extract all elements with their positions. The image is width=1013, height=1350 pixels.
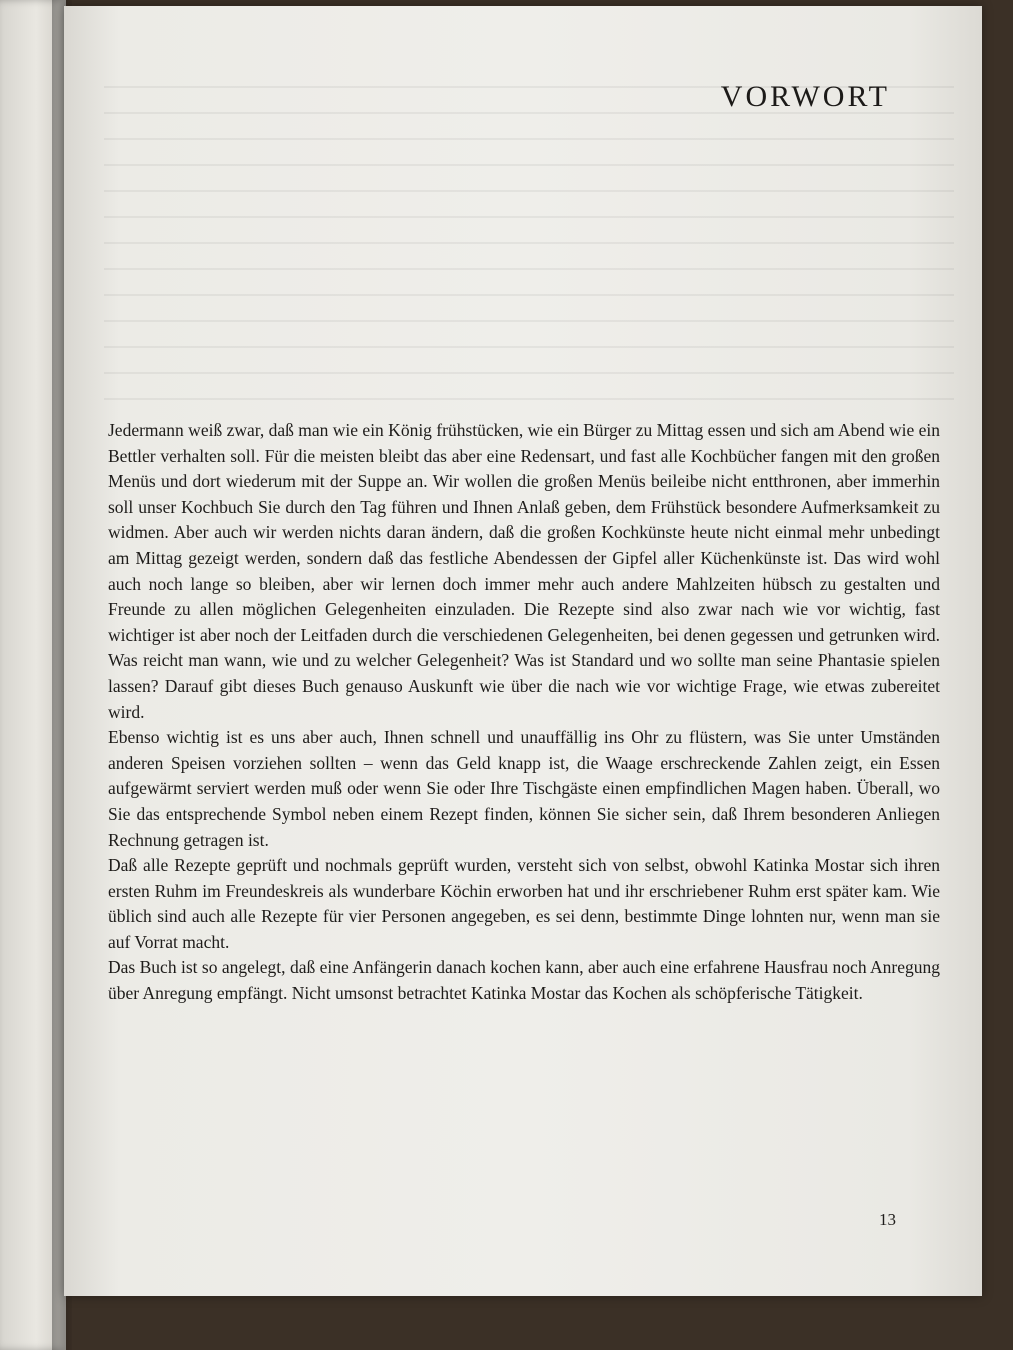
page-title: VORWORT: [720, 80, 890, 113]
paragraph: Jedermann weiß zwar, daß man wie ein König frühstücken, wie ein Bürger zu Mittag essen und sich am Abend wie ein Bettler verhalten soll. Für die meisten bleibt das aber eine Redensart, und fast alle Kochbücher fangen mit den großen Menüs und dort wiederum mit der Suppe an. Wir wollen die großen Menüs beileibe nicht entthronen, aber immerhin soll unser Kochbuch Sie durch den Tag führen und Ihnen Anlaß geben, dem Frühstück besondere Aufmerksamkeit zu widmen. Aber auch wir werden nichts daran ändern, daß die großen Kochkünste heute nicht einmal mehr unbedingt am Mittag gezeigt werden, sondern daß das festliche Abendessen der Gipfel aller Küchenkünste ist. Das wird wohl auch noch lange so bleiben, aber wir lernen doch immer mehr auch andere Mahlzeiten hübsch zu gestalten und Freunde zu allen möglichen Gelegenheiten einzuladen. Die Rezepte sind also zwar nach wie vor wichtig, fast wichtiger ist aber noch der Leitfaden durch die verschiedenen Gelegenheiten, bei denen gegessen und getrunken wird. Was reicht man wann, wie und zu welcher Gelegenheit? Was ist Standard und wo sollte man seine Phantasie spielen lassen? Darauf gibt dieses Buch genauso Auskunft wie über die nach wie vor wichtige Frage, wie etwas zubereitet wird.: [108, 420, 940, 722]
paragraph: Daß alle Rezepte geprüft und nochmals geprüft wurden, versteht sich von selbst, obwohl Katinka Mostar sich ihren ersten Ruhm im Freundeskreis als wunderbare Köchin erworben hat und ihr erschriebener Ruhm erst später kam. Wie üblich sind auch alle Rezepte für vier Personen angegeben, es sei denn, bestimmte Dinge lohnten nur, wenn man sie auf Vorrat macht.: [108, 855, 940, 952]
page-number: 13: [879, 1210, 896, 1229]
book-page: [64, 6, 982, 1296]
show-through-text: [104, 86, 954, 416]
page-body: [108, 418, 940, 1007]
paragraph: Ebenso wichtig ist es uns aber auch, Ihnen schnell und unauffällig ins Ohr zu flüstern, was Sie unter Umständen anderen Speisen vorziehen sollten – wenn das Geld knapp ist, die Waage erschreckende Zahlen zeigt, ein Essen aufgewärmt serviert werden muß oder wenn Sie oder Ihre Tischgäste einen empfindlichen Magen haben. Überall, wo Sie das entsprechende Symbol neben einem Rezept finden, können Sie sicher sein, daß Ihrem besonderen Anliegen Rechnung getragen ist.: [108, 727, 940, 850]
paragraph: Das Buch ist so angelegt, daß eine Anfängerin danach kochen kann, aber auch eine erfahrene Hausfrau noch Anregung über Anregung empfängt. Nicht umsonst betrachtet Katinka Mostar das Kochen als schöpferische Tätigkeit.: [108, 957, 940, 1004]
